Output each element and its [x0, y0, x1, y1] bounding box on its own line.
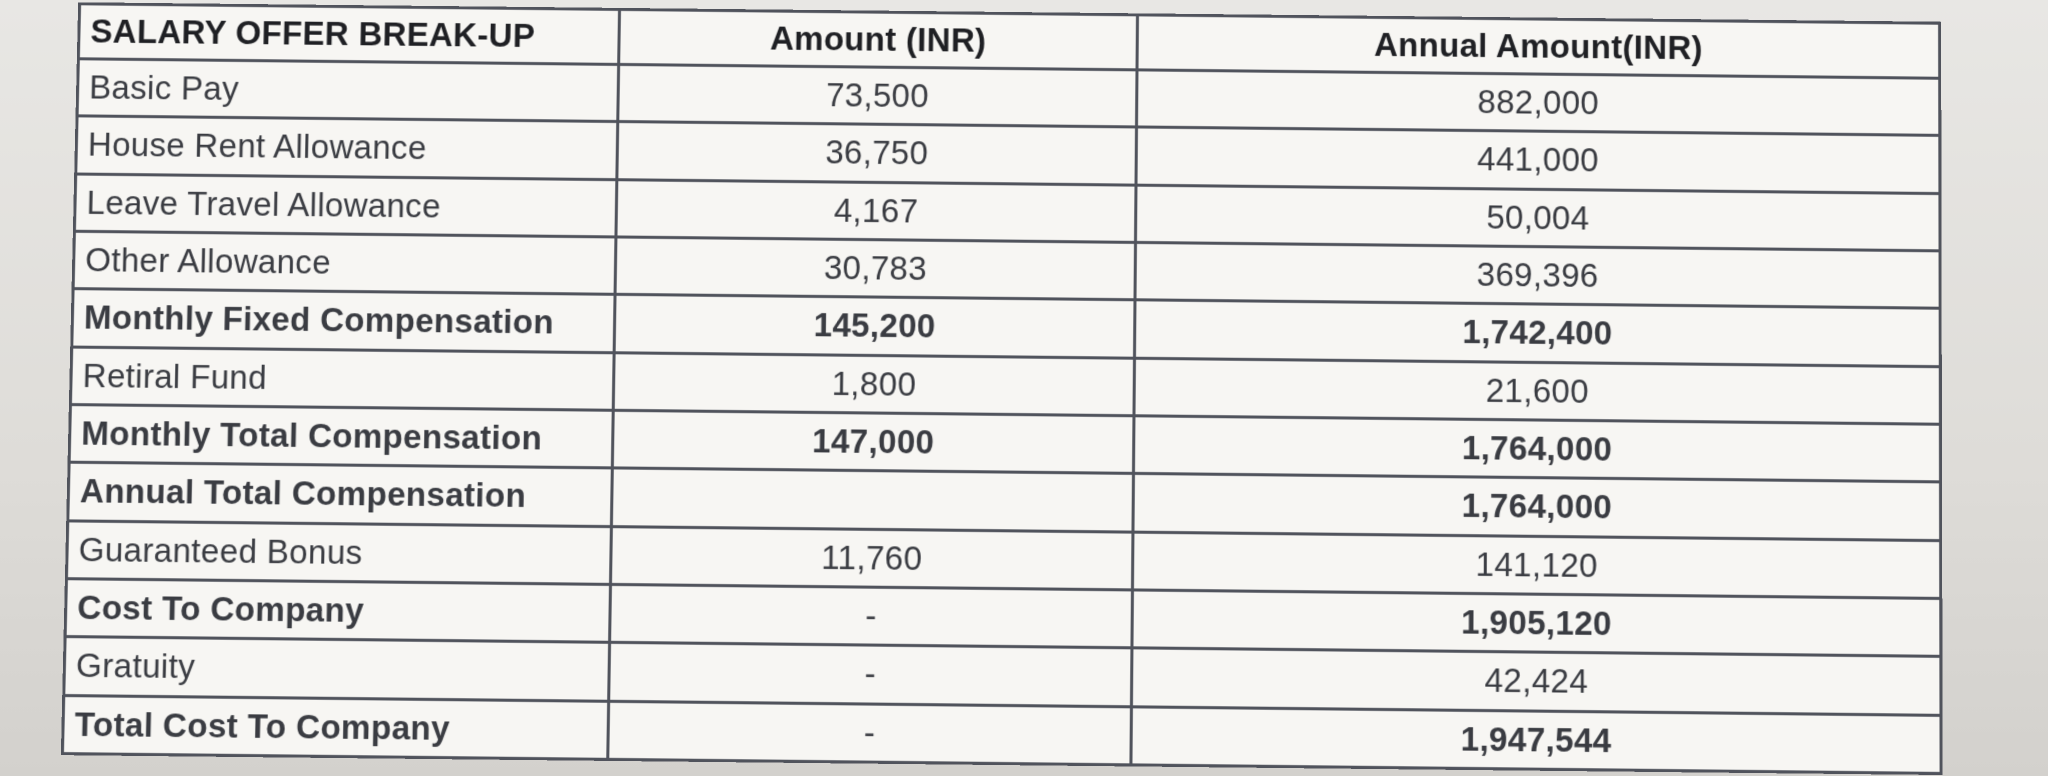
- row-annual: 141,120: [1132, 532, 1940, 599]
- row-amount: 36,750: [617, 122, 1137, 185]
- row-label: Monthly Total Compensation: [69, 405, 613, 469]
- row-amount: 145,200: [614, 295, 1135, 358]
- row-amount: -: [608, 701, 1132, 765]
- row-amount: -: [610, 584, 1133, 648]
- row-label: Guaranteed Bonus: [66, 521, 611, 585]
- salary-breakup-table: [61, 2, 1943, 775]
- row-annual: 1,764,000: [1133, 474, 1941, 541]
- row-annual: 42,424: [1131, 648, 1941, 715]
- row-amount: [611, 468, 1133, 532]
- row-annual: 50,004: [1135, 185, 1940, 251]
- row-annual: 1,742,400: [1134, 300, 1940, 366]
- row-label: Other Allowance: [73, 231, 616, 294]
- header-annual-amount-inr: Annual Amount(INR): [1137, 15, 1940, 78]
- row-label: Retiral Fund: [70, 347, 614, 411]
- row-label: Basic Pay: [77, 59, 619, 122]
- header-amount-inr: Amount (INR): [619, 9, 1138, 69]
- row-annual: 1,905,120: [1132, 590, 1941, 657]
- row-annual: 1,764,000: [1133, 416, 1940, 482]
- row-label: Monthly Fixed Compensation: [72, 289, 615, 352]
- row-annual: 1,947,544: [1131, 706, 1941, 773]
- salary-sheet: [61, 2, 1940, 775]
- row-amount: -: [609, 643, 1132, 707]
- row-amount: 4,167: [616, 179, 1136, 242]
- row-amount: 73,500: [618, 64, 1137, 127]
- row-amount: 147,000: [612, 410, 1134, 473]
- row-annual: 369,396: [1135, 242, 1940, 308]
- row-annual: 882,000: [1136, 70, 1939, 136]
- row-label: Gratuity: [64, 637, 610, 701]
- row-annual: 441,000: [1136, 127, 1940, 193]
- row-amount: 1,800: [613, 352, 1134, 415]
- row-label: Leave Travel Allowance: [74, 174, 616, 237]
- row-label: Annual Total Compensation: [68, 462, 613, 526]
- row-label: Total Cost To Company: [62, 695, 608, 759]
- row-label: House Rent Allowance: [76, 116, 618, 179]
- row-amount: 30,783: [615, 237, 1135, 300]
- row-annual: 21,600: [1134, 358, 1940, 424]
- row-amount: 11,760: [610, 526, 1132, 590]
- row-label: Cost To Company: [65, 579, 610, 643]
- header-salary-offer-breakup: SALARY OFFER BREAK-UP: [78, 4, 619, 65]
